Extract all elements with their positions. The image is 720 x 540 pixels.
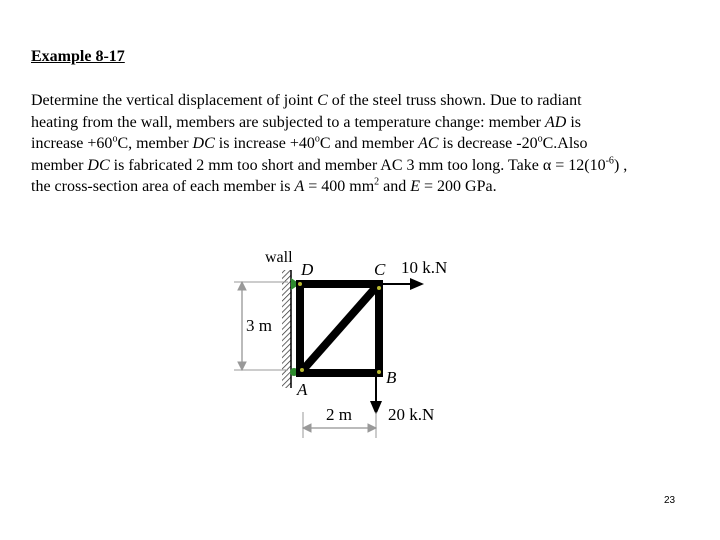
load-arrowhead-horizontal [410,278,424,290]
page-number: 23 [664,495,676,506]
pin-c [377,286,381,290]
pin-b [377,370,381,374]
joint-b-label: B [386,368,397,387]
load-label-horizontal: 10 k.N [401,258,448,277]
joint-d-label: D [301,260,314,279]
joint-a-label: A [297,380,308,399]
pin-a [300,368,304,372]
member-ac [302,286,377,371]
height-dimension-label: 3 m [246,316,272,335]
truss-members [300,284,379,373]
load-label-vertical: 20 k.N [388,405,435,424]
width-dimension-label: 2 m [326,405,352,424]
problem-statement: Determine the vertical displacement of joint C of the steel truss shown. Due to radiant heating from the wall, members are subjected to a temperature change: member AD is increase $+60^oC$, member DC is increase $+40^oC$ and member AC is decrease -20$^o$C.Also member DC is fabricated 2 mm too short and member AC 3 mm too long. Take $\alpha = 12(10^{-6})$ , the cross-section area of each member is A = 400 $mm^2$ and E = 200 GPa. [31,92,628,196]
pin-d [298,282,302,286]
wall-label: wall [265,249,293,266]
example-heading: Example 8-17 [31,48,125,65]
joint-c-label: C [374,260,386,279]
